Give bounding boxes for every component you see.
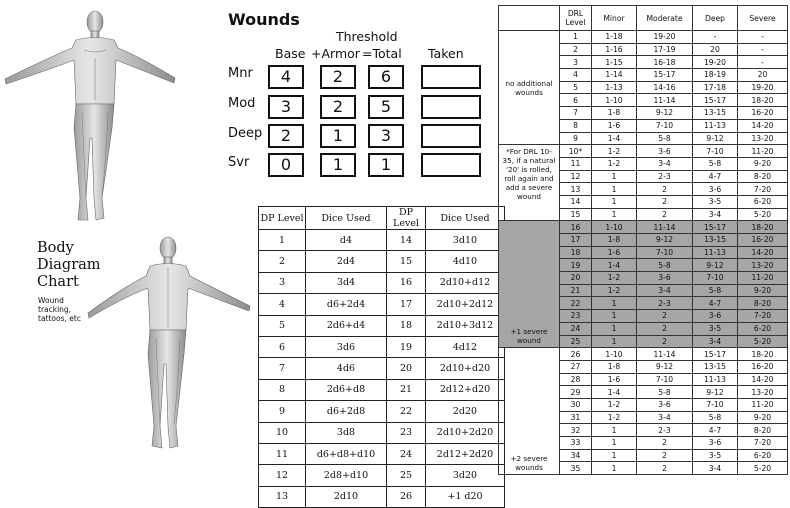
- wound-row-label: Svr: [228, 155, 250, 170]
- table-cell: 2d12+2d20: [426, 443, 505, 464]
- table-cell: 1: [259, 230, 306, 251]
- body-chart-subtitle: Wound tracking, tattoos, etc: [38, 296, 81, 323]
- table-cell: 2d8+d10: [306, 465, 387, 486]
- table-cell: 3d8: [306, 422, 387, 443]
- table-cell: 17-19: [637, 43, 693, 56]
- table-cell: 13-20: [738, 386, 788, 399]
- table-cell: d6+d8+d10: [306, 443, 387, 464]
- table-cell: 7: [259, 358, 306, 379]
- table-cell: 4-7: [693, 297, 738, 310]
- table-cell: 23: [560, 310, 592, 323]
- body-chart-title-line: Diagram: [37, 257, 101, 273]
- table-cell: 14-20: [738, 373, 788, 386]
- table-cell: 13-15: [693, 234, 738, 247]
- table-cell: 7: [560, 107, 592, 120]
- table-cell: 11-13: [693, 119, 738, 132]
- table-cell: 3d10: [426, 230, 505, 251]
- table-cell: 18-20: [738, 348, 788, 361]
- table-cell: 5-8: [693, 157, 738, 170]
- table-cell: 1: [592, 424, 637, 437]
- base-header: Base: [275, 46, 306, 61]
- table-cell: d4: [306, 230, 387, 251]
- armor-value[interactable]: 1: [320, 153, 356, 177]
- table-cell: 5-8: [693, 284, 738, 297]
- table-cell: 15-17: [693, 221, 738, 234]
- table-row: [259, 294, 505, 315]
- drl-wound-table: [498, 5, 788, 475]
- wound-row-label: Mnr: [228, 66, 253, 81]
- table-cell: 2: [637, 195, 693, 208]
- table-cell: 30: [560, 398, 592, 411]
- table-row: [259, 443, 505, 464]
- table-cell: 2d10+2d20: [426, 422, 505, 443]
- table-cell: 5: [259, 315, 306, 336]
- table-cell: 9-12: [693, 386, 738, 399]
- table-cell: 11: [259, 443, 306, 464]
- table-cell: 14-16: [637, 81, 693, 94]
- table-cell: 2: [560, 43, 592, 56]
- table-cell: 6-20: [738, 449, 788, 462]
- table-cell: 1-13: [592, 81, 637, 94]
- table-cell: 1-4: [592, 132, 637, 145]
- body-chart-title-line: Chart: [37, 274, 79, 290]
- table-cell: 2: [637, 449, 693, 462]
- table-cell: 7-10: [693, 272, 738, 285]
- table-cell: 19: [560, 259, 592, 272]
- table-cell: 18: [560, 246, 592, 259]
- table-row: [499, 145, 788, 158]
- table-cell: 1: [592, 462, 637, 475]
- table-cell: 1: [592, 322, 637, 335]
- table-cell: 10: [259, 422, 306, 443]
- table-cell: 3-4: [693, 462, 738, 475]
- table-cell: 3d20: [426, 465, 505, 486]
- table-cell: 28: [560, 373, 592, 386]
- table-cell: 9-12: [637, 360, 693, 373]
- table-cell: 15: [560, 208, 592, 221]
- table-cell: 18-19: [693, 69, 738, 82]
- table-cell: d6+2d4: [306, 294, 387, 315]
- table-cell: 3-6: [637, 398, 693, 411]
- taken-box[interactable]: [421, 65, 481, 89]
- table-cell: 1-8: [592, 107, 637, 120]
- table-cell: 13-20: [738, 259, 788, 272]
- table-cell: 7-20: [738, 183, 788, 196]
- table-cell: 3: [560, 56, 592, 69]
- table-cell: 20: [560, 272, 592, 285]
- wounds-title: Wounds: [228, 10, 300, 29]
- total-value[interactable]: 6: [368, 65, 404, 89]
- table-row: [259, 379, 505, 400]
- table-cell: 2: [637, 183, 693, 196]
- table-cell: 18: [387, 315, 426, 336]
- table-cell: 2d10+3d12: [426, 315, 505, 336]
- body-front-figure: [2, 8, 178, 230]
- table-cell: 9-20: [738, 411, 788, 424]
- table-cell: 8-20: [738, 297, 788, 310]
- table-cell: 18-20: [738, 94, 788, 107]
- table-cell: 3-4: [637, 411, 693, 424]
- table-cell: 2d4: [306, 251, 387, 272]
- table-cell: 22: [387, 401, 426, 422]
- table-cell: 25: [560, 335, 592, 348]
- table-cell: 1: [592, 170, 637, 183]
- table-cell: 7-20: [738, 310, 788, 323]
- table-cell: 2d20: [426, 401, 505, 422]
- table-cell: 11-20: [738, 398, 788, 411]
- table-cell: 3-4: [637, 157, 693, 170]
- table-cell: 4d6: [306, 358, 387, 379]
- table-cell: 5-8: [693, 411, 738, 424]
- base-value[interactable]: 4: [268, 65, 304, 89]
- table-cell: -: [738, 43, 788, 56]
- taken-box[interactable]: [421, 124, 481, 148]
- table-cell: 1: [592, 310, 637, 323]
- armor-header: +Armor: [311, 46, 360, 61]
- total-value[interactable]: 3: [368, 124, 404, 148]
- table-cell: 9-12: [693, 259, 738, 272]
- table-cell: 24: [560, 322, 592, 335]
- table-cell: 1-2: [592, 145, 637, 158]
- table-cell: 1-8: [592, 360, 637, 373]
- table-cell: 3-6: [693, 183, 738, 196]
- table-cell: 2-3: [637, 297, 693, 310]
- header-cell: Dice Used: [306, 207, 387, 230]
- table-cell: 15-17: [693, 348, 738, 361]
- base-value[interactable]: 3: [268, 95, 304, 119]
- table-cell: 3-4: [693, 335, 738, 348]
- table-cell: 7-10: [637, 373, 693, 386]
- table-cell: 4d10: [426, 251, 505, 272]
- table-cell: 1: [592, 335, 637, 348]
- table-cell: 34: [560, 449, 592, 462]
- armor-value[interactable]: 2: [320, 95, 356, 119]
- table-cell: 14: [387, 230, 426, 251]
- table-cell: 17-18: [693, 81, 738, 94]
- table-cell: 5-20: [738, 208, 788, 221]
- table-cell: 19-20: [637, 31, 693, 44]
- table-cell: 2d6+d4: [306, 315, 387, 336]
- table-cell: 1-2: [592, 398, 637, 411]
- table-cell: 2d10+d20: [426, 358, 505, 379]
- header-cell: DP Level: [259, 207, 306, 230]
- drl-table-body: [499, 31, 788, 475]
- table-cell: 25: [387, 465, 426, 486]
- table-cell: 12: [560, 170, 592, 183]
- table-cell: 5-20: [738, 335, 788, 348]
- table-cell: 2: [637, 208, 693, 221]
- table-cell: 7-10: [693, 398, 738, 411]
- table-cell: 20: [738, 69, 788, 82]
- table-cell: 5: [560, 81, 592, 94]
- table-cell: 15-17: [693, 94, 738, 107]
- header-cell: [499, 6, 560, 31]
- table-cell: 16-20: [738, 360, 788, 373]
- table-cell: 2: [637, 335, 693, 348]
- table-cell: 9: [560, 132, 592, 145]
- table-row: [259, 358, 505, 379]
- table-cell: 16-18: [637, 56, 693, 69]
- table-cell: 11-20: [738, 145, 788, 158]
- table-cell: 3-5: [693, 195, 738, 208]
- table-cell: 22: [560, 297, 592, 310]
- table-cell: 16: [387, 272, 426, 293]
- table-cell: 1-16: [592, 43, 637, 56]
- table-cell: 6: [259, 336, 306, 357]
- table-cell: 8-20: [738, 170, 788, 183]
- wound-row-label: Deep: [228, 126, 263, 141]
- table-cell: 1-10: [592, 348, 637, 361]
- table-cell: 33: [560, 437, 592, 450]
- header-cell: Minor: [592, 6, 637, 31]
- table-row: [499, 348, 788, 361]
- table-row: [259, 465, 505, 486]
- table-cell: 11-20: [738, 272, 788, 285]
- table-cell: 7-10: [637, 119, 693, 132]
- table-row: [259, 486, 505, 507]
- table-cell: 13: [560, 183, 592, 196]
- table-cell: 17: [387, 294, 426, 315]
- table-row: [499, 31, 788, 44]
- table-cell: 9-12: [637, 107, 693, 120]
- header-cell: DRL Level: [560, 6, 592, 31]
- table-cell: 6-20: [738, 322, 788, 335]
- table-cell: 11-14: [637, 221, 693, 234]
- table-cell: 1: [592, 183, 637, 196]
- table-header-row: [259, 207, 505, 230]
- table-cell: 4: [560, 69, 592, 82]
- table-cell: 32: [560, 424, 592, 437]
- table-cell: 24: [387, 443, 426, 464]
- table-cell: 16-20: [738, 107, 788, 120]
- table-cell: 9-20: [738, 157, 788, 170]
- table-cell: 3-4: [693, 208, 738, 221]
- table-cell: 10*: [560, 145, 592, 158]
- header-cell: Moderate: [637, 6, 693, 31]
- table-cell: 4-7: [693, 170, 738, 183]
- taken-box[interactable]: [421, 153, 481, 177]
- table-cell: 9-12: [637, 234, 693, 247]
- header-cell: Dice Used: [426, 207, 505, 230]
- table-cell: 14: [560, 195, 592, 208]
- table-cell: 26: [387, 486, 426, 507]
- table-row: [259, 272, 505, 293]
- table-cell: 29: [560, 386, 592, 399]
- table-cell: 18-20: [738, 221, 788, 234]
- table-row: [259, 230, 505, 251]
- header-cell: Deep: [693, 6, 738, 31]
- armor-value[interactable]: 2: [320, 65, 356, 89]
- table-cell: 7-10: [637, 246, 693, 259]
- table-cell: 4d12: [426, 336, 505, 357]
- table-cell: 2: [637, 462, 693, 475]
- table-cell: 13: [259, 486, 306, 507]
- table-cell: 1: [592, 449, 637, 462]
- table-cell: 14-20: [738, 246, 788, 259]
- table-cell: 7-20: [738, 437, 788, 450]
- table-cell: 15: [387, 251, 426, 272]
- table-cell: 19: [387, 336, 426, 357]
- table-cell: 31: [560, 411, 592, 424]
- table-cell: 3-6: [693, 437, 738, 450]
- row-group-note: +2 severe wounds: [499, 348, 560, 475]
- row-group-note: *For DRL 10-35, if a natural '20' is rolled, roll again and add a severe wound: [499, 145, 560, 221]
- table-cell: -: [738, 56, 788, 69]
- table-cell: -: [693, 31, 738, 44]
- table-cell: 11-14: [637, 94, 693, 107]
- table-cell: 15-17: [637, 69, 693, 82]
- body-back-figure: [84, 234, 254, 456]
- table-cell: 8: [259, 379, 306, 400]
- table-cell: 11-13: [693, 373, 738, 386]
- table-cell: 1-4: [592, 386, 637, 399]
- body-chart-title: [37, 240, 101, 291]
- table-cell: 20: [693, 43, 738, 56]
- table-header-row: [499, 6, 788, 31]
- header-cell: DP Level: [387, 207, 426, 230]
- dp-table-body: [259, 230, 505, 508]
- table-cell: 5-20: [738, 462, 788, 475]
- table-cell: 1-8: [592, 234, 637, 247]
- total-value[interactable]: 1: [368, 153, 404, 177]
- table-cell: 3d4: [306, 272, 387, 293]
- taken-box[interactable]: [421, 95, 481, 119]
- armor-value[interactable]: 1: [320, 124, 356, 148]
- table-cell: 1-18: [592, 31, 637, 44]
- body-chart-title-line: Body: [37, 240, 74, 256]
- table-cell: 12: [259, 465, 306, 486]
- table-cell: 1-2: [592, 157, 637, 170]
- table-cell: 3d6: [306, 336, 387, 357]
- table-cell: 5-8: [637, 386, 693, 399]
- table-cell: 6: [560, 94, 592, 107]
- table-cell: 8: [560, 119, 592, 132]
- table-cell: 3: [259, 272, 306, 293]
- table-row: [259, 336, 505, 357]
- taken-header: Taken: [428, 46, 464, 61]
- table-cell: 8-20: [738, 424, 788, 437]
- table-cell: 2: [259, 251, 306, 272]
- table-cell: 16: [560, 221, 592, 234]
- table-cell: 4: [259, 294, 306, 315]
- table-cell: 1-6: [592, 119, 637, 132]
- table-cell: 35: [560, 462, 592, 475]
- table-cell: 20: [387, 358, 426, 379]
- table-cell: 19-20: [738, 81, 788, 94]
- table-cell: 3-6: [637, 272, 693, 285]
- table-cell: 27: [560, 360, 592, 373]
- table-cell: 26: [560, 348, 592, 361]
- table-cell: 2d10: [306, 486, 387, 507]
- header-cell: Severe: [738, 6, 788, 31]
- table-cell: 1: [592, 437, 637, 450]
- total-value[interactable]: 5: [368, 95, 404, 119]
- table-cell: 13-15: [693, 107, 738, 120]
- table-cell: 9-12: [693, 132, 738, 145]
- table-cell: 19-20: [693, 56, 738, 69]
- table-cell: 3-6: [637, 145, 693, 158]
- table-cell: -: [738, 31, 788, 44]
- wound-row-label: Mod: [228, 96, 256, 111]
- table-cell: 3-4: [637, 284, 693, 297]
- table-cell: 2d6+d8: [306, 379, 387, 400]
- table-cell: 9-20: [738, 284, 788, 297]
- table-row: [259, 251, 505, 272]
- table-cell: 1-6: [592, 246, 637, 259]
- table-cell: 3-5: [693, 449, 738, 462]
- table-cell: 23: [387, 422, 426, 443]
- table-cell: 2-3: [637, 170, 693, 183]
- table-row: [499, 221, 788, 234]
- table-cell: 2d12+d20: [426, 379, 505, 400]
- table-cell: 21: [560, 284, 592, 297]
- table-cell: 1: [560, 31, 592, 44]
- table-cell: 9: [259, 401, 306, 422]
- table-cell: 11: [560, 157, 592, 170]
- table-cell: 21: [387, 379, 426, 400]
- table-cell: 1: [592, 195, 637, 208]
- total-header: =Total: [362, 46, 402, 61]
- table-cell: 5-8: [637, 132, 693, 145]
- table-cell: 1-2: [592, 272, 637, 285]
- table-cell: 1: [592, 208, 637, 221]
- table-cell: 2: [637, 437, 693, 450]
- base-value[interactable]: 2: [268, 124, 304, 148]
- table-cell: 1: [592, 297, 637, 310]
- table-cell: 1-4: [592, 259, 637, 272]
- table-cell: 17: [560, 234, 592, 247]
- table-cell: 2d10+d12: [426, 272, 505, 293]
- table-cell: 3-6: [693, 310, 738, 323]
- table-cell: 6-20: [738, 195, 788, 208]
- table-cell: 1-2: [592, 284, 637, 297]
- table-cell: 1-14: [592, 69, 637, 82]
- row-group-note: +1 severe wound: [499, 221, 560, 348]
- threshold-label: Threshold: [336, 29, 398, 44]
- table-cell: 11-13: [693, 246, 738, 259]
- table-cell: d6+2d8: [306, 401, 387, 422]
- base-value[interactable]: 0: [268, 153, 304, 177]
- table-cell: 1-10: [592, 221, 637, 234]
- table-row: [259, 315, 505, 336]
- table-row: [259, 422, 505, 443]
- table-cell: 14-20: [738, 119, 788, 132]
- table-cell: 4-7: [693, 424, 738, 437]
- table-cell: 2: [637, 310, 693, 323]
- table-row: [259, 401, 505, 422]
- dp-dice-table: [258, 206, 505, 508]
- table-cell: 2-3: [637, 424, 693, 437]
- table-cell: 1-15: [592, 56, 637, 69]
- table-cell: 13-20: [738, 132, 788, 145]
- table-cell: 3-5: [693, 322, 738, 335]
- table-cell: 7-10: [693, 145, 738, 158]
- table-cell: 1-6: [592, 373, 637, 386]
- table-cell: 2d10+2d12: [426, 294, 505, 315]
- table-cell: 1-10: [592, 94, 637, 107]
- table-cell: 16-20: [738, 234, 788, 247]
- table-cell: 2: [637, 322, 693, 335]
- table-cell: 11-14: [637, 348, 693, 361]
- row-group-note: no additional wounds: [499, 31, 560, 145]
- table-cell: 13-15: [693, 360, 738, 373]
- table-cell: +1 d20: [426, 486, 505, 507]
- table-cell: 5-8: [637, 259, 693, 272]
- table-cell: 1-2: [592, 411, 637, 424]
